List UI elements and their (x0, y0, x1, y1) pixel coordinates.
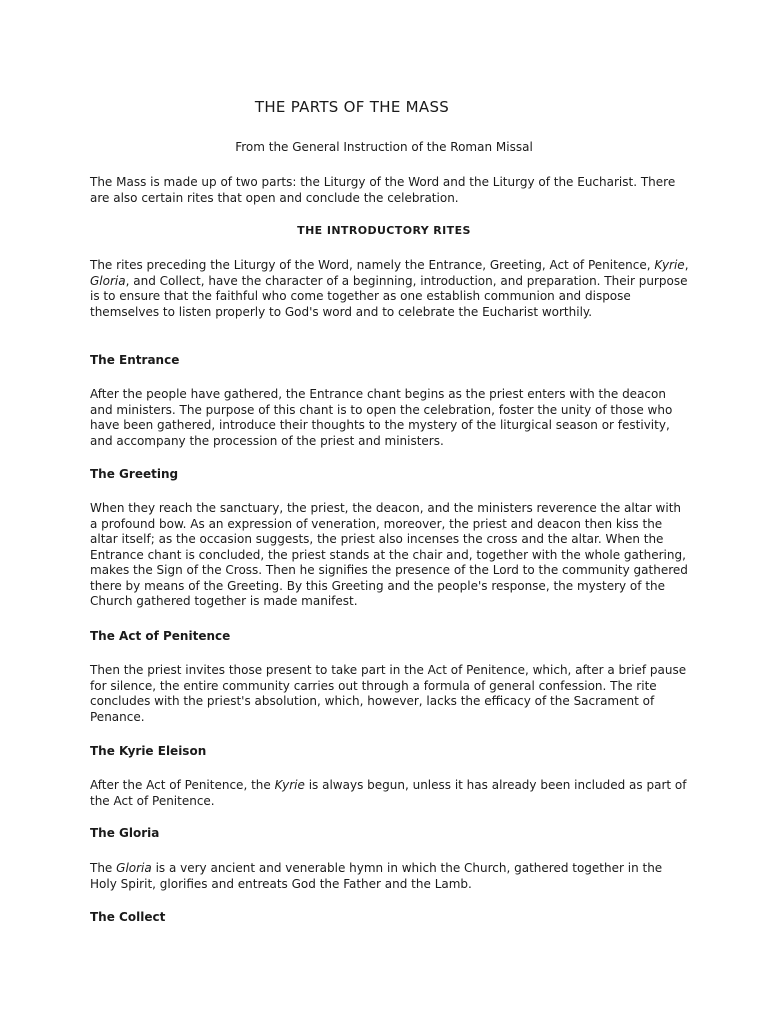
kyrie-text-part-2: is always begun, unless it has already been included as part of the Act of Penitence. (90, 778, 687, 808)
penitence-paragraph: Then the priest invites those present to take part in the Act of Penitence, which, after a brief pause for silence, the entire community carries out through a formula of general confession. The rite concludes with the priest's absolution, which, however, lacks the efficacy of the Sacrament of Penance. (90, 663, 687, 724)
gloria-text-part-2: is a very ancient and venerable hymn in which the Church, gathered together in the Holy Spirit, glorifies and entreats God the Father and the Lamb. (90, 861, 663, 891)
kyrie-text-part-1: After the Act of Penitence, the (90, 778, 275, 792)
heading-act-of-penitence: The Act of Penitence (90, 629, 231, 643)
heading-greeting: The Greeting (90, 467, 179, 481)
gloria-paragraph (90, 861, 690, 892)
kyrie-paragraph (90, 778, 690, 809)
kyrie-italic: Kyrie (274, 778, 305, 792)
intro-paragraph: The Mass is made up of two parts: the Liturgy of the Word and the Liturgy of the Eucharist. There are also certain rites that open and conclude the celebration. (90, 175, 676, 205)
rites-gloria-italic: Gloria (90, 273, 126, 288)
rites-text-part-2: , and Collect, have the character of a beginning, introduction, and preparation. Their purpose is to ensure that the faithful who come together as one establish communion and dispose themselves to listen properly to God's word and to celebrate the Eucharist worthily. (90, 273, 688, 319)
section-heading-introductory-rites: THE INTRODUCTORY RITES (297, 224, 471, 237)
greeting-paragraph: When they reach the sanctuary, the priest, the deacon, and the ministers reverence the altar with a profound bow. As an expression of veneration, moreover, the priest and deacon then kiss the altar itself; as the occasion suggests, the priest also incenses the cross and the altar. When the Entrance chant is concluded, the priest stands at the chair and, together with the whole gathering, makes the Sign of the Cross. Then he signifies the presence of the Lord to the community gathered there by means of the Greeting. By this Greeting and the people's response, the mystery of the Church gathered together is made manifest. (90, 501, 688, 608)
heading-collect: The Collect (90, 910, 166, 924)
rites-paragraph (90, 258, 690, 320)
rites-text-part-1: The rites preceding the Liturgy of the Word, namely the Entrance, Greeting, Act of Penitence, (90, 258, 655, 272)
heading-entrance: The Entrance (90, 353, 180, 367)
entrance-paragraph: After the people have gathered, the Entrance chant begins as the priest enters with the deacon and ministers. The purpose of this chant is to open the celebration, foster the unity of those who have been gathered, introduce their thoughts to the mystery of the liturgical season or festivity, and accompany the procession of the priest and ministers. (90, 387, 673, 448)
gloria-italic: Gloria (116, 861, 152, 875)
rites-kyrie-italic: Kyrie (654, 258, 685, 272)
document-title: THE PARTS OF THE MASS (254, 98, 450, 116)
document-subtitle: From the General Instruction of the Roman Missal (235, 140, 533, 154)
rites-comma: , (684, 258, 689, 272)
heading-gloria: The Gloria (90, 826, 160, 840)
heading-kyrie-eleison: The Kyrie Eleison (90, 744, 207, 758)
gloria-text-part-1: The (90, 861, 117, 875)
